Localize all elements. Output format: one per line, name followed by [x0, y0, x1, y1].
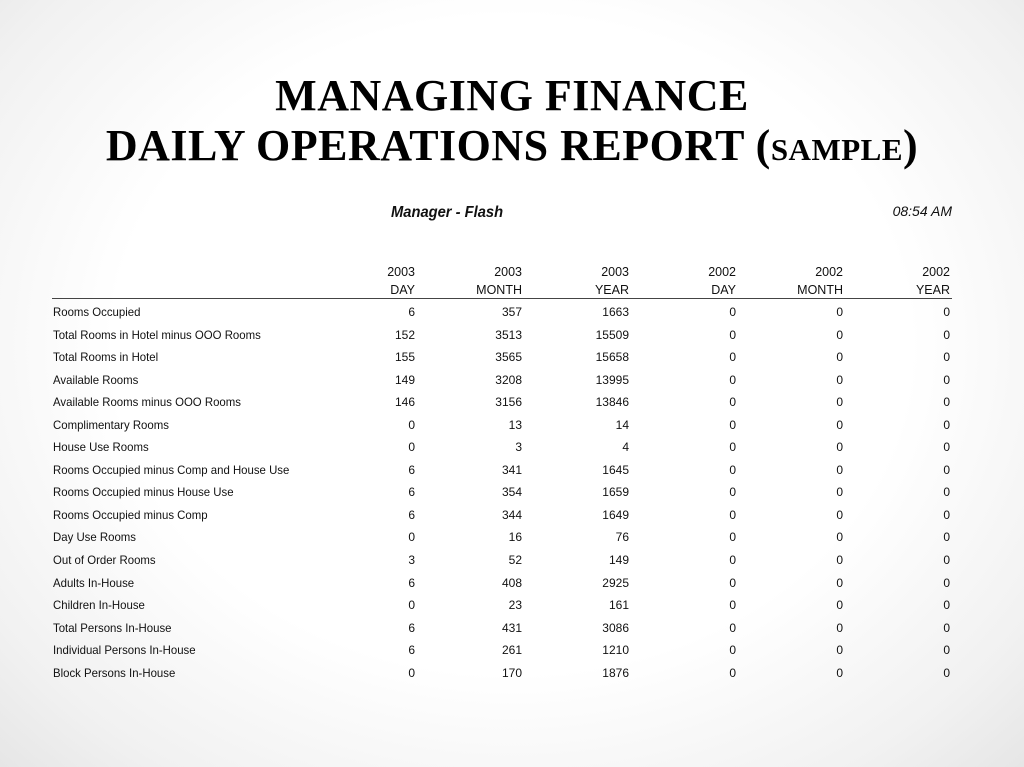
table-cell: 0: [836, 575, 843, 590]
table-cell: 1210: [602, 643, 629, 658]
table-cell: 0: [943, 665, 950, 680]
column-header-period: MONTH: [797, 283, 843, 297]
table-row: [0, 393, 1024, 416]
table-cell: 4: [622, 440, 629, 455]
table-cell: 1659: [602, 485, 629, 500]
table-cell: 0: [729, 440, 736, 455]
table-row: [0, 506, 1024, 529]
table-cell: 0: [408, 530, 415, 545]
table-cell: 0: [836, 665, 843, 680]
column-header-year: 2003: [601, 265, 629, 279]
table-cell: 152: [394, 327, 415, 342]
table-cell: 0: [943, 643, 950, 658]
table-cell: 0: [729, 417, 736, 432]
table-row: [0, 348, 1024, 371]
table-cell: 0: [729, 507, 736, 522]
table-cell: 408: [501, 575, 522, 590]
table-cell: 0: [943, 462, 950, 477]
table-cell: 6: [408, 620, 415, 635]
table-row: [0, 461, 1024, 484]
row-label: Available Rooms: [53, 372, 139, 387]
table-cell: 1645: [602, 462, 629, 477]
table-row: [0, 416, 1024, 439]
row-label: Complimentary Rooms: [53, 417, 169, 432]
column-header-year: 2003: [387, 265, 415, 279]
table-cell: 0: [943, 485, 950, 500]
table-cell: 0: [943, 530, 950, 545]
table-cell: 23: [508, 598, 522, 613]
column-header-year: 2002: [922, 265, 950, 279]
table-cell: 3: [408, 553, 415, 568]
table-cell: 3513: [495, 327, 522, 342]
header-divider: [52, 298, 952, 299]
column-header-period: YEAR: [915, 283, 950, 297]
column-header-year: 2003: [494, 265, 522, 279]
table-row: [0, 438, 1024, 461]
table-row: [0, 596, 1024, 619]
row-label: Rooms Occupied minus Comp: [53, 507, 208, 522]
table-cell: 0: [836, 462, 843, 477]
row-label: Adults In-House: [53, 575, 135, 590]
table-cell: 0: [943, 305, 950, 319]
table-cell: 0: [729, 620, 736, 635]
table-cell: 15509: [595, 327, 629, 342]
table-cell: 0: [836, 553, 843, 568]
table-cell: 3086: [602, 620, 629, 635]
table-cell: 16: [508, 530, 522, 545]
table-cell: 0: [943, 395, 950, 410]
table-cell: 0: [836, 305, 843, 319]
table-cell: 0: [729, 598, 736, 613]
table-cell: 0: [729, 553, 736, 568]
table-cell: 13: [508, 417, 522, 432]
table-cell: 0: [729, 395, 736, 410]
table-cell: 0: [836, 598, 843, 613]
table-cell: 0: [729, 530, 736, 545]
table-cell: 0: [408, 598, 415, 613]
table-cell: 0: [729, 305, 736, 319]
table-cell: 161: [608, 598, 629, 613]
table-cell: 170: [501, 665, 522, 680]
table-cell: 0: [836, 395, 843, 410]
table-cell: 3156: [495, 395, 522, 410]
table-cell: 6: [408, 485, 415, 500]
row-label: Out of Order Rooms: [53, 553, 156, 568]
table-cell: 0: [943, 327, 950, 342]
table-cell: 0: [836, 530, 843, 545]
row-label: Total Rooms in Hotel minus OOO Rooms: [53, 327, 261, 342]
table-cell: 341: [501, 462, 522, 477]
table-cell: 6: [408, 305, 415, 319]
table-cell: 0: [836, 372, 843, 387]
slide-title-line-2: [0, 121, 1024, 171]
table-cell: 0: [729, 575, 736, 590]
table-cell: 0: [729, 665, 736, 680]
column-header-2003-day: [335, 263, 415, 299]
slide-title-line-1: MANAGING FINANCE: [275, 71, 749, 121]
table-cell: 6: [408, 507, 415, 522]
table-cell: 13846: [595, 395, 629, 410]
table-cell: 0: [836, 440, 843, 455]
table-cell: 261: [501, 643, 522, 658]
slide-title-line-2-main: DAILY OPERATIONS REPORT (: [105, 121, 771, 171]
column-header-period: DAY: [390, 283, 415, 297]
table-cell: 0: [729, 462, 736, 477]
column-header-period: MONTH: [476, 283, 522, 297]
table-cell: 13995: [595, 372, 629, 387]
table-cell: 2925: [602, 575, 629, 590]
table-cell: 14: [615, 417, 629, 432]
column-header-year: 2002: [815, 265, 843, 279]
table-cell: 0: [943, 440, 950, 455]
table-cell: 1663: [602, 305, 629, 319]
table-cell: 0: [408, 440, 415, 455]
report-table-body: [0, 303, 1024, 686]
table-cell: 0: [943, 417, 950, 432]
table-cell: 3208: [495, 372, 522, 387]
slide-title: [0, 71, 1024, 171]
table-row: [0, 619, 1024, 642]
row-label: Children In-House: [53, 598, 145, 613]
table-cell: 1876: [602, 665, 629, 680]
row-label: Day Use Rooms: [53, 530, 136, 545]
table-cell: 1649: [602, 507, 629, 522]
table-cell: 149: [608, 553, 629, 568]
table-cell: 0: [836, 350, 843, 365]
table-row: [0, 303, 1024, 326]
slide-title-line-2-end: ): [903, 121, 919, 171]
table-cell: 0: [943, 620, 950, 635]
table-cell: 6: [408, 462, 415, 477]
table-cell: 0: [729, 485, 736, 500]
row-label: House Use Rooms: [53, 440, 149, 455]
table-cell: 149: [394, 372, 415, 387]
table-cell: 0: [836, 417, 843, 432]
table-row: [0, 551, 1024, 574]
row-label: Total Persons In-House: [53, 620, 172, 635]
table-cell: 357: [501, 305, 522, 319]
table-cell: 0: [729, 643, 736, 658]
table-cell: 0: [729, 327, 736, 342]
table-row: [0, 574, 1024, 597]
column-header-2002-year: [870, 263, 950, 299]
table-cell: 0: [729, 372, 736, 387]
table-cell: 6: [408, 575, 415, 590]
table-cell: 0: [943, 507, 950, 522]
table-cell: 354: [501, 485, 522, 500]
table-cell: 0: [836, 507, 843, 522]
row-label: Individual Persons In-House: [53, 643, 196, 658]
table-cell: 431: [501, 620, 522, 635]
table-cell: 52: [508, 553, 522, 568]
table-cell: 0: [943, 350, 950, 365]
table-row: [0, 528, 1024, 551]
table-cell: 0: [943, 372, 950, 387]
table-cell: 344: [501, 507, 522, 522]
column-header-year: 2002: [708, 265, 736, 279]
table-row: [0, 664, 1024, 687]
table-cell: 0: [836, 327, 843, 342]
row-label: Block Persons In-House: [53, 665, 176, 680]
table-cell: 3: [515, 440, 522, 455]
row-label: Rooms Occupied: [53, 305, 141, 319]
column-header-period: YEAR: [594, 283, 629, 297]
column-header-2002-month: [763, 263, 843, 299]
table-row: [0, 326, 1024, 349]
table-cell: 0: [943, 598, 950, 613]
table-row: [0, 371, 1024, 394]
table-row: [0, 641, 1024, 664]
table-cell: 0: [943, 575, 950, 590]
table-cell: 146: [394, 395, 415, 410]
row-label: Available Rooms minus OOO Rooms: [53, 395, 241, 410]
table-cell: 155: [394, 350, 415, 365]
table-cell: 0: [836, 485, 843, 500]
row-label: Total Rooms in Hotel: [53, 350, 159, 365]
table-cell: 0: [408, 665, 415, 680]
column-header-2002-day: [656, 263, 736, 299]
column-header-2003-year: [549, 263, 629, 299]
column-header-period: DAY: [711, 283, 736, 297]
row-label: Rooms Occupied minus House Use: [53, 485, 234, 500]
report-title: Manager - Flash: [391, 204, 504, 221]
table-row: [0, 483, 1024, 506]
report-time: 08:54 AM: [892, 203, 952, 219]
table-cell: 0: [943, 553, 950, 568]
table-cell: 76: [615, 530, 629, 545]
table-cell: 15658: [595, 350, 629, 365]
table-cell: 0: [836, 620, 843, 635]
table-cell: 0: [408, 417, 415, 432]
row-label: Rooms Occupied minus Comp and House Use: [53, 462, 290, 477]
column-header-2003-month: [442, 263, 522, 299]
table-cell: 6: [408, 643, 415, 658]
table-cell: 0: [729, 350, 736, 365]
table-cell: 0: [836, 643, 843, 658]
slide-title-line-2-smallcaps: sample: [770, 121, 903, 171]
table-cell: 3565: [495, 350, 522, 365]
